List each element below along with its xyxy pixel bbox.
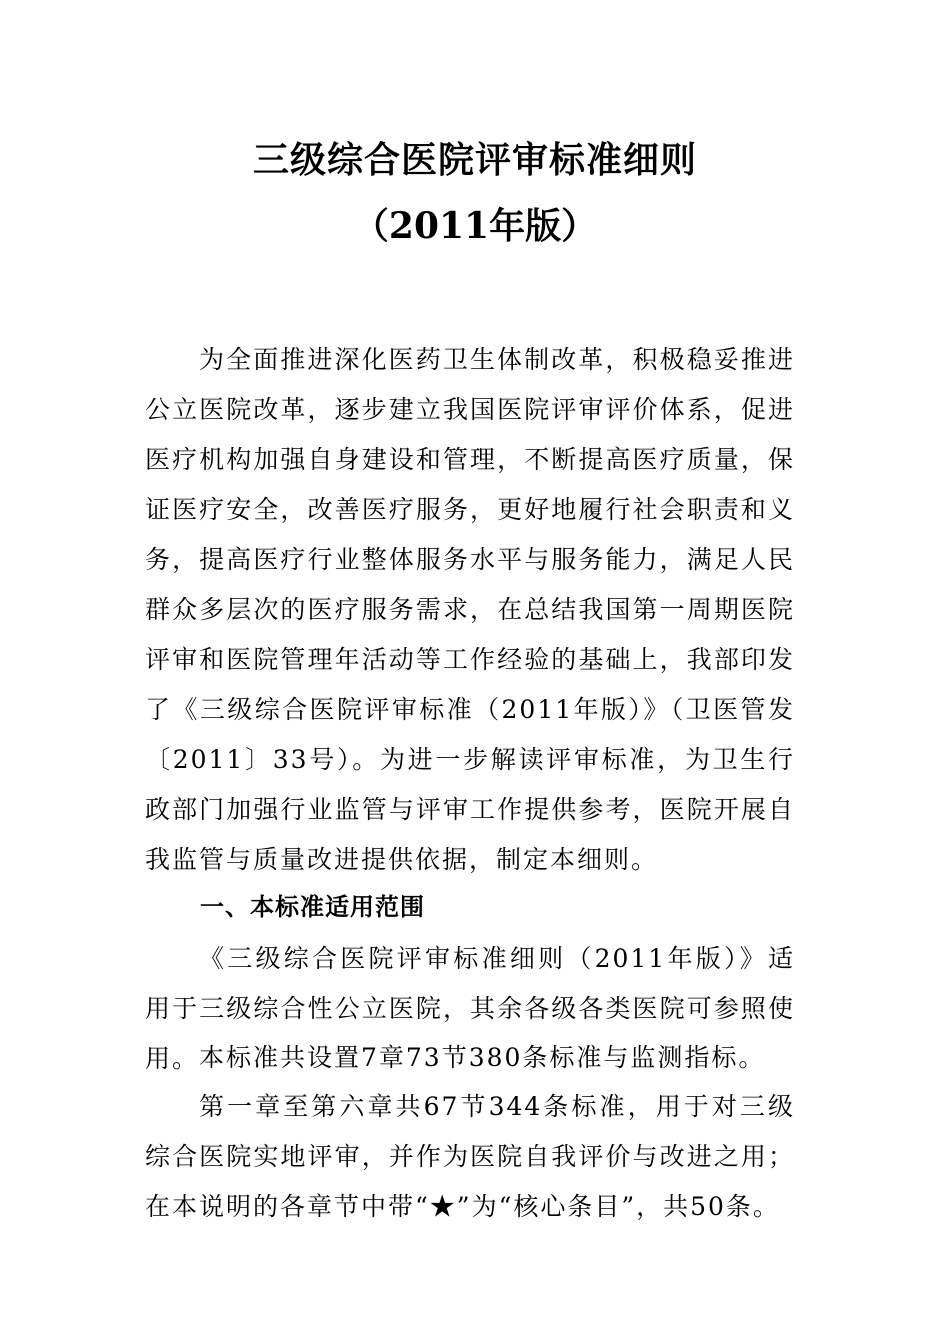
document-title: 三级综合医院评审标准细则	[252, 139, 697, 181]
chapters-paragraph: 第一章至第六章共67节344条标准，用于对三级综合医院实地评审，并作为医院自我评价与改进之用；在本说明的各章节中带“★”为“核心条目”，共50条。	[145, 1092, 795, 1221]
scope-paragraph: 《三级综合医院评审标准细则（2011年版）》适用于三级综合性公立医院，其余各级各类医院可参照使用。	[145, 944, 795, 1073]
intro-paragraph: 为全面推进深化医药卫生体制改革，积极稳妥推进公立医院改革，逐步建立我国医院评审评价体系，促进医疗机构加强自身建设和管理，不断提高医疗质量，保证医疗安全，改善医疗服务，更好地履行社会职责和义务，提高医疗行业整体服务水平与服务能力，满足人民群众多层次的医疗服务需求，在总结我国第一周期医院评审和医院管理年活动等工作经验的基础上，我部印发了《三级综合医院评审标准（2011年版）》（卫医管发〔2011〕33号）。为进一步解读评审标准，为卫生行政部门加强行业监管与评审工作提供参考，医院开展自我监管与质量改进提供依据，制定本细则。	[145, 345, 795, 874]
document-subtitle: （2011年版）	[352, 205, 598, 247]
count-paragraph: 本标准共设置7章73节380条标准与监测指标。	[199, 1043, 766, 1072]
section-heading: 一、本标准适用范围	[200, 893, 425, 921]
